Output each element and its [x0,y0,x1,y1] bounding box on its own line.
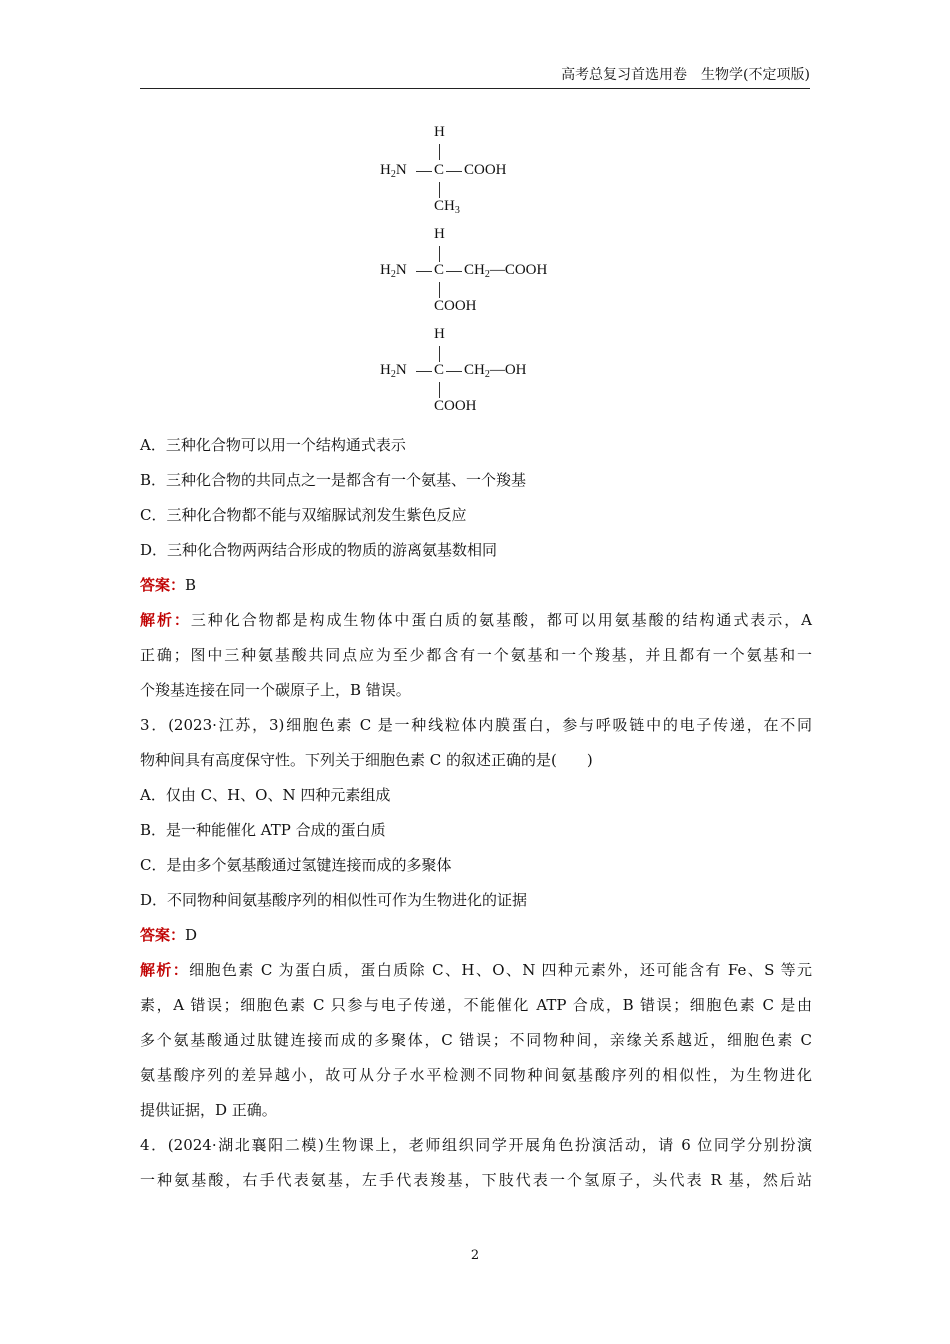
answer-label: 答案： [140,926,186,944]
q2-option-d: D．三种化合物两两结合形成的物质的游离氨基数相同 [140,541,498,559]
q3-option-b: B．是一种能催化 ATP 合成的蛋白质 [140,821,386,839]
alpha-carbon: C [434,262,445,278]
group-carboxyl: COOH [464,162,507,178]
q2-analysis-line-3: 个羧基连接在同一个碳原子上，B 错误。 [140,681,411,699]
group-r: $CH_2—COOH$ [464,262,548,280]
q3-answer [140,918,812,953]
question-body [140,428,812,1198]
page-header [140,66,810,89]
q3-analysis-line-4: 氨基酸序列的差异越小，故可从分子水平检测不同物种间氨基酸序列的相似性，为生物进化 [140,1066,812,1084]
q2-answer [140,568,812,603]
analysis-label: 解析： [140,961,190,979]
q3-analysis-line-1 [140,953,812,988]
q3-option-d: D．不同物种间氨基酸序列的相似性可作为生物进化的证据 [140,891,528,909]
group-r: $CH_2—OH$ [464,362,527,380]
analysis-text: 三种化合物都是构成生物体中蛋白质的氨基酸，都可以用氨基酸的结构通式表示，A [190,611,812,629]
q2-analysis-line-1 [140,603,812,638]
q2-option-a: A．三种化合物可以用一个结构通式表示 [140,436,406,454]
header-title: 高考总复习首选用卷 生物学(不定项版) [561,67,810,83]
amino-acid-structures [380,124,600,424]
q2-option-b: B．三种化合物的共同点之一是都含有一个氨基、一个羧基 [140,471,527,489]
page-number: 2 [470,1248,480,1263]
analysis-text: 细胞色素 C 为蛋白质，蛋白质除 C、H、O、N 四种元素外，还可能含有 Fe、S 等元 [189,961,812,979]
answer-value: B [185,576,197,594]
atom-h: H [434,226,445,242]
q3-stem-line-2: 物种间具有高度保守性。下列关于细胞色素 C 的叙述正确的是( ) [140,751,593,769]
group-r: $CH_3$ [434,198,460,216]
group-amino: $H_2N$ [380,262,407,280]
q3-option-a: A．仅由 C、H、O、N 四种元素组成 [140,786,391,804]
q3-option-c: C．是由多个氨基酸通过氢键连接而成的多聚体 [140,856,452,874]
alpha-carbon: C [434,362,445,378]
q3-analysis-line-2: 素，A 错误；细胞色素 C 只参与电子传递，不能催化 ATP 合成，B 错误；细胞色素 C 是由 [140,996,812,1014]
alpha-carbon: C [434,162,445,178]
q4-stem-line-2: 一种氨基酸，右手代表氨基，左手代表羧基，下肢代表一个氢原子，头代表 R 基，然后站 [140,1171,812,1189]
q2-option-c: C．三种化合物都不能与双缩脲试剂发生紫色反应 [140,506,467,524]
atom-h: H [434,326,445,342]
answer-value: D [185,926,198,944]
q4-stem-line-1: 4．(2024·湖北襄阳二模)生物课上，老师组织同学开展角色扮演活动，请 6 位同学分别扮演 [140,1136,812,1154]
atom-h: H [434,124,445,140]
group-amino: $H_2N$ [380,362,407,380]
q3-analysis-line-3: 多个氨基酸通过肽键连接而成的多聚体，C 错误；不同物种间，亲缘关系越近，细胞色素 C [140,1031,812,1049]
answer-label: 答案： [140,576,186,594]
group-carboxyl: COOH [434,298,477,314]
q3-analysis-line-5: 提供证据，D 正确。 [140,1101,277,1119]
q2-analysis-line-2: 正确；图中三种氨基酸共同点应为至少都含有一个氨基和一个羧基，并且都有一个氨基和一 [140,646,812,664]
q3-stem-line-1: 3．(2023·江苏，3)细胞色素 C 是一种线粒体内膜蛋白，参与呼吸链中的电子传递，在不同 [140,716,812,734]
group-carboxyl: COOH [434,398,477,414]
group-amino: $H_2N$ [380,162,407,180]
analysis-label: 解析： [140,611,191,629]
